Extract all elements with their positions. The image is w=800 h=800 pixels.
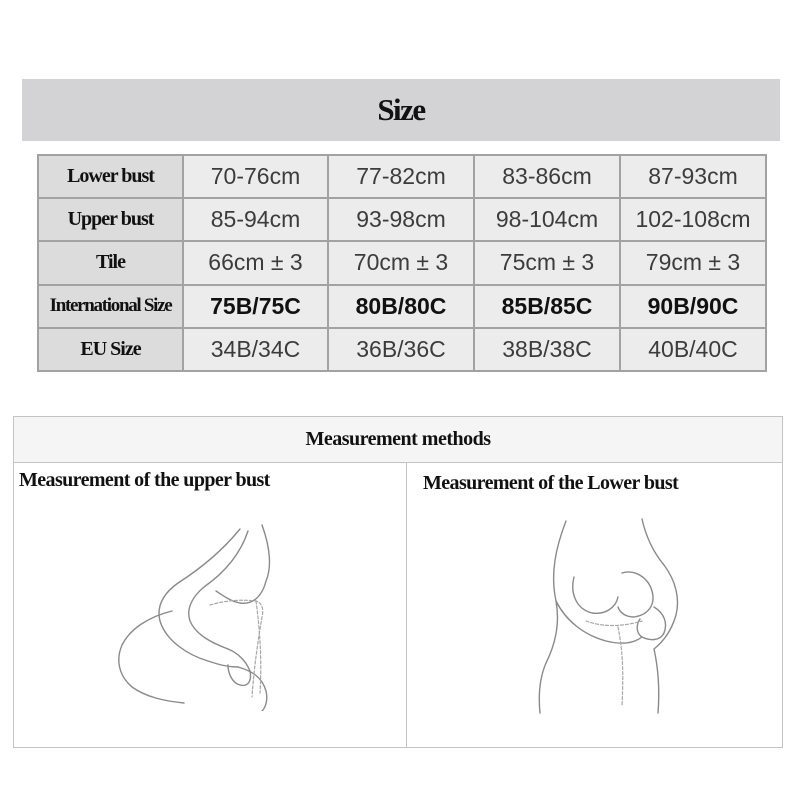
upper-bust-label: Measurement of the upper bust	[19, 469, 270, 491]
table-row-tile	[38, 241, 766, 284]
tape-measure-line	[210, 600, 263, 697]
table-cell: 85-94cm	[183, 198, 328, 241]
figure-back-outline	[119, 611, 184, 703]
size-title: Size	[377, 92, 425, 127]
figure-bust-outline	[216, 525, 269, 603]
row-label: Tile	[38, 241, 183, 284]
lower-bust-illustration	[526, 517, 696, 717]
tape-measure-line	[586, 621, 642, 626]
measurement-title: Measurement methods	[305, 428, 491, 450]
table-cell: 70-76cm	[183, 155, 328, 198]
table-cell: 40B/40C	[620, 328, 766, 371]
table-cell: 75cm ± 3	[474, 241, 620, 284]
table-row-lower-bust	[38, 155, 766, 198]
size-header	[22, 79, 780, 141]
row-label: Upper bust	[38, 198, 183, 241]
table-row-international-size	[38, 285, 766, 328]
table-cell: 102-108cm	[620, 198, 766, 241]
table-row-upper-bust	[38, 198, 766, 241]
figure-hand-right	[637, 607, 665, 640]
row-label: International Size	[38, 285, 183, 328]
row-label: EU Size	[38, 328, 183, 371]
measurement-panel	[13, 416, 783, 748]
table-cell: 34B/34C	[183, 328, 328, 371]
table-cell: 77-82cm	[328, 155, 474, 198]
figure-torso-left	[539, 521, 566, 713]
figure-bust-right	[618, 572, 653, 617]
table-row-eu-size	[38, 328, 766, 371]
table-cell: 85B/85C	[474, 285, 620, 328]
tape-measure-line	[618, 627, 623, 705]
figure-arm-left	[556, 601, 642, 643]
upper-bust-illustration	[112, 521, 282, 711]
table-cell: 38B/38C	[474, 328, 620, 371]
table-cell: 98-104cm	[474, 198, 620, 241]
panel-divider	[406, 462, 407, 747]
table-cell: 90B/90C	[620, 285, 766, 328]
size-chart-table	[37, 154, 767, 372]
table-cell: 79cm ± 3	[620, 241, 766, 284]
table-cell: 70cm ± 3	[328, 241, 474, 284]
table-cell: 75B/75C	[183, 285, 328, 328]
table-cell: 36B/36C	[328, 328, 474, 371]
table-cell: 66cm ± 3	[183, 241, 328, 284]
figure-hip-outline	[654, 649, 659, 713]
table-cell: 80B/80C	[328, 285, 474, 328]
measurement-header	[14, 417, 782, 463]
table-cell: 87-93cm	[620, 155, 766, 198]
table-cell: 83-86cm	[474, 155, 620, 198]
lower-bust-label: Measurement of the Lower bust	[423, 472, 679, 494]
figure-arm-inner	[189, 531, 248, 649]
table-cell: 93-98cm	[328, 198, 474, 241]
figure-torso-right	[642, 519, 678, 649]
figure-bust-left	[573, 577, 618, 613]
row-label: Lower bust	[38, 155, 183, 198]
